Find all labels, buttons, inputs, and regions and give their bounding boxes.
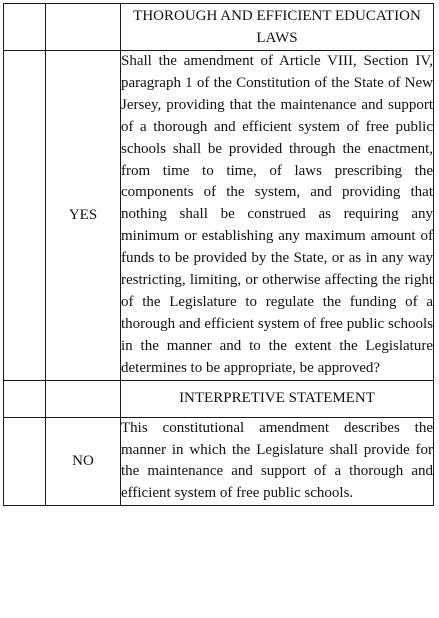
yes-vote-box[interactable] [4,51,46,381]
ballot-question-table [3,3,434,506]
header-row [4,4,434,51]
header-box-cell [4,4,46,51]
interpretive-box-cell [4,380,46,417]
question-title: THOROUGH AND EFFICIENT EDUCATION LAWS [121,4,434,51]
interpretive-label-cell [46,380,121,417]
interpretive-statement-text: This constitutional amendment describes the manner in which the Legislature shall provide for the maintenance and support of a thorough and efficient system of free public schools. [121,417,434,506]
interpretive-header-row [4,380,434,417]
yes-label: YES [46,51,121,381]
no-row [4,417,434,506]
header-label-cell [46,4,121,51]
no-vote-box[interactable] [4,417,46,506]
interpretive-statement-title: INTERPRETIVE STATEMENT [121,380,434,417]
question-text: Shall the amendment of Article VIII, Section IV, paragraph 1 of the Constitution of the State of New Jersey, providing that the maintenance and support of a thorough and efficient system of free public schools shall be provided through the enactment, from time to time, of laws prescribing the components of the system, and providing that nothing shall be construed as requiring any minimum or establishing any maximum amount of funds to be provided by the State, or as in any way restricting, limiting, or otherwise affecting the right of the Legislature to regulate the funding of a thorough and efficient system of free public schools in the manner and to the extent the Legislature determines to be appropriate, be approved? [121,51,434,381]
yes-row [4,51,434,381]
no-label: NO [46,417,121,506]
